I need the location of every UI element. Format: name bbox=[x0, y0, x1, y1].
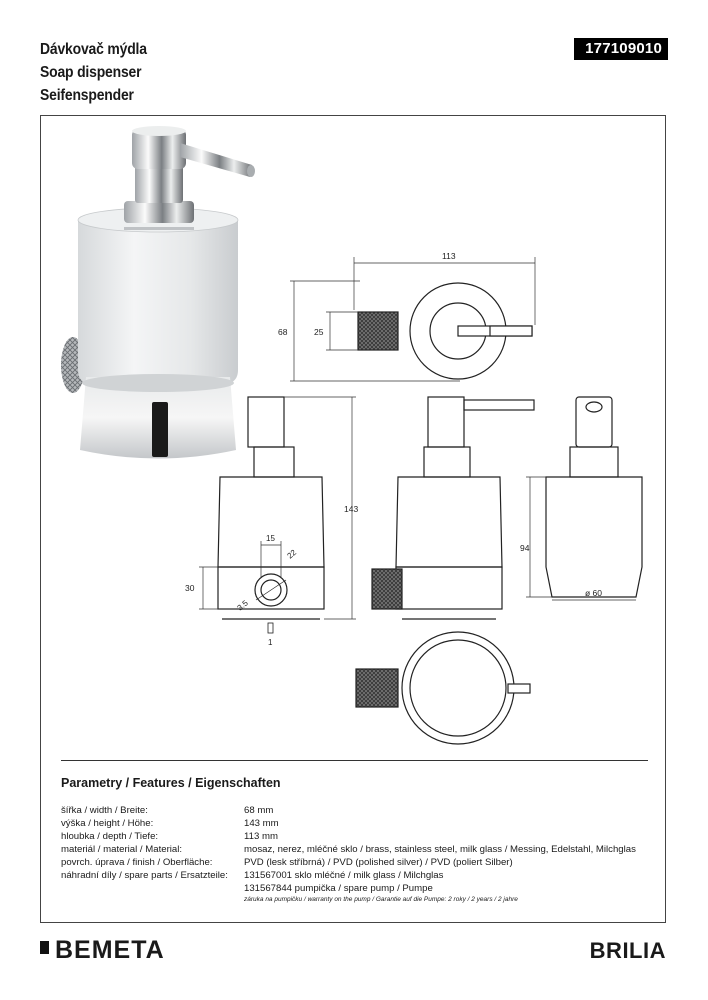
brand-name: BEMETA bbox=[55, 936, 165, 964]
product-photo bbox=[61, 126, 255, 459]
dim-bottom-height: 30 bbox=[185, 583, 195, 593]
feature-value: 113 mm bbox=[244, 831, 278, 842]
feature-value: 131567001 sklo mléčné / milk glass / Milchglas bbox=[244, 870, 444, 881]
feature-value: PVD (lesk stříbrná) / PVD (polished silver) / PVD (poliert Silber) bbox=[244, 857, 513, 868]
dim-22: 22 bbox=[285, 547, 299, 561]
brand-mark-icon bbox=[40, 941, 49, 954]
dim-total-height: 143 bbox=[344, 504, 359, 514]
feature-row bbox=[61, 830, 636, 843]
title-block bbox=[40, 38, 159, 107]
feature-key: náhradní díly / spare parts / Ersatzteile: bbox=[61, 870, 228, 881]
dim-glass-diameter: ø 60 bbox=[585, 588, 603, 598]
features-heading: Parametry / Features / Eigenschaften bbox=[61, 776, 281, 790]
title-czech: Dávkovač mýdla bbox=[40, 41, 147, 58]
glass-dimensions bbox=[526, 477, 636, 600]
feature-value: mosaz, nerez, mléčné sklo / brass, stainless steel, milk glass / Messing, Edelstahl, Milchglas bbox=[244, 844, 636, 855]
technical-drawing bbox=[40, 115, 666, 760]
glass-view bbox=[546, 397, 642, 597]
screw-label: 1 bbox=[268, 638, 273, 647]
dim-glass-height: 94 bbox=[520, 543, 530, 553]
feature-row bbox=[61, 817, 636, 830]
features-table bbox=[61, 804, 636, 904]
bottom-view bbox=[356, 632, 530, 744]
top-view bbox=[358, 283, 532, 379]
title-english: Soap dispenser bbox=[40, 64, 142, 81]
front-view bbox=[372, 397, 534, 619]
feature-key: materiál / material / Material: bbox=[61, 844, 183, 855]
dim-knurl: 25 bbox=[314, 327, 324, 337]
dim-height-top: 68 bbox=[278, 327, 288, 337]
feature-key bbox=[61, 882, 244, 895]
brand-logo bbox=[40, 936, 165, 965]
section-divider bbox=[61, 760, 648, 761]
feature-row bbox=[61, 869, 636, 882]
dim-15: 15 bbox=[266, 534, 275, 543]
feature-key: povrch. úprava / finish / Oberfläche: bbox=[61, 857, 213, 868]
feature-key: šířka / width / Breite: bbox=[61, 805, 148, 816]
feature-value: 68 mm bbox=[244, 805, 274, 816]
dim-width: 113 bbox=[442, 251, 456, 261]
feature-value: 131567844 pumpička / spare pump / Pumpe bbox=[244, 883, 433, 894]
product-code: 177109010 bbox=[574, 38, 668, 60]
feature-key: výška / height / Höhe: bbox=[61, 818, 154, 829]
warranty-note: záruka na pumpičku / warranty on the pump / Garantie auf die Pumpe: 2 roky / 2 years / 2 jahre bbox=[244, 896, 518, 903]
feature-row bbox=[61, 843, 636, 856]
feature-key: hloubka / depth / Tiefe: bbox=[61, 831, 159, 842]
dim-3-5: 3.5 bbox=[235, 598, 250, 613]
feature-row bbox=[61, 882, 636, 895]
title-german: Seifenspender bbox=[40, 87, 134, 104]
feature-row bbox=[61, 856, 636, 869]
series-name: BRILIA bbox=[589, 938, 666, 963]
feature-row bbox=[61, 804, 636, 817]
feature-value: 143 mm bbox=[244, 818, 279, 829]
